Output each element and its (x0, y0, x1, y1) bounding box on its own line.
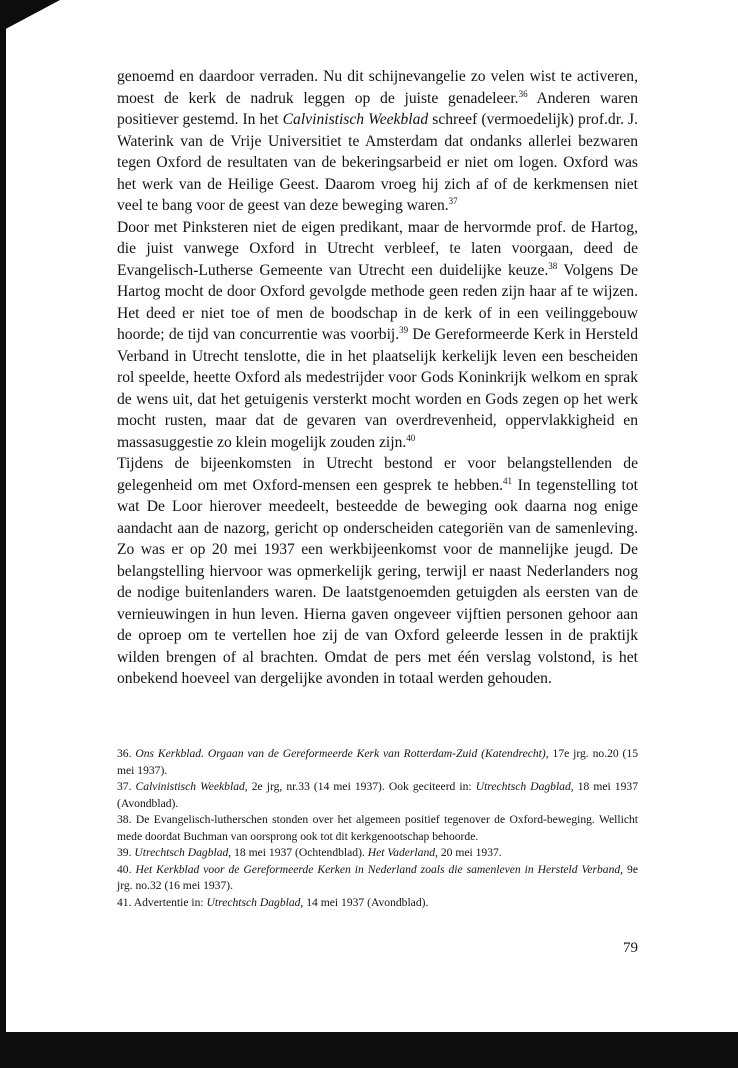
footnote-ref: 38 (548, 260, 558, 271)
text-run: Volgens De Hartog mocht de door Oxford gevolgde methode geen reden zijn haar af te wijzen. Het deed er niet toe of men de boodschap in de kerk of in een veilinggebouw hoorde; de tijd van concurrentie was voorbij. (117, 261, 638, 343)
italic-title: Het Kerkblad voor de Gereformeerde Kerken in Nederland zoals die samenleven in Hersteld Verband, (135, 862, 624, 876)
footnotes (117, 746, 638, 911)
text-run: 37. (117, 780, 136, 793)
footnote-ref: 40 (406, 432, 416, 443)
footnote (117, 862, 638, 895)
text-run: 36. (117, 747, 136, 760)
footnote (117, 746, 638, 779)
footnote (117, 779, 638, 812)
footnote (117, 812, 638, 845)
italic-title: Calvinistisch Weekblad, (135, 780, 248, 793)
text-run: 18 mei 1937 (Ochtendblad). (231, 846, 368, 859)
text-run: 38. De Evangelisch-lutherschen stonden over het algemeen positief tegenover de Oxford-beweging. Wellicht mede doordat Buchman van oorsprong ook tot dit kerkgenootschap behoorde. (117, 813, 638, 843)
italic-title: Utrechtsch Dagblad, (475, 780, 574, 793)
text-run: De Gereformeerde Kerk in Hersteld Verband in Utrecht tenslotte, die in het plaatselijk kerkelijk leven een bescheiden rol speelde, heette Oxford als medestrijder voor Gods Koninkrijk welkom en sprak de wens uit, dat het getuigenis versterkt mocht worden en Gods zegen op het werk mocht rusten, maar dat de gevaren van overdrevenheid, oppervlakkigheid en massasuggestie zo klein mogelijk zouden zijn. (117, 326, 638, 451)
scan-edge-left (0, 0, 6, 1068)
text-run: 20 mei 1937. (437, 846, 502, 859)
italic-title: Utrechtsch Dagblad, (206, 895, 304, 909)
text-run: 17e jrg. no.20 (15 mei 1937). (117, 747, 638, 777)
footnote-ref: 41 (503, 475, 513, 486)
text-run: Anderen waren positiever gestemd. In het (117, 89, 638, 128)
text-run: Door met Pinksteren niet de eigen predikant, maar de hervormde prof. de Hartog, die juist vanwege Oxford in Utrecht verbleef, te laten voorgaan, deed de Evangelisch-Lutherse Gemeente van Utrecht een duidelijke keuze. (117, 218, 638, 279)
italic-title: Utrechtsch Dagblad, (134, 846, 232, 859)
footnote (117, 895, 638, 912)
text-run: 9e jrg. no.32 (16 mei 1937). (117, 862, 639, 892)
footnote-ref: 39 (399, 324, 409, 335)
text-run: Tijdens de bijeenkomsten in Utrecht bestond er voor belangstellenden de gelegenheid om met Oxford-mensen een gesprek te hebben. (117, 455, 638, 494)
text-run: 18 mei 1937 (Avondblad). (117, 780, 638, 810)
italic-title: Calvinistisch Weekblad (282, 111, 429, 128)
body-paragraph (117, 453, 638, 690)
text-run: In tegenstelling tot wat De Loor hierover meedeelt, besteedde de beweging ook daarna nog enige aandacht aan de nazorg, gericht op onderscheiden categoriën van de samenleving. Zo was er op 20 mei 1937 een werkbijeenkomst voor de mannelijke jeugd. De belangstelling hiervoor was opmerkelijk gering, terwijl er naast Nederlanders nog de nodige buitenlanders waren. De laatstgenoemden getuigden als eersten van de vernieuwingen in hun leven. Hierna gaven ongeveer vijftien personen gehoor aan de oproep om te vertellen hoe zij de van Oxford geleerde lessen in de praktijk wilden brengen of al brachten. Omdat de pers met één verslag volstond, is het onbekend hoeveel van dergelijke avonden in totaal werden gehouden. (117, 476, 638, 687)
text-run: schreef (vermoedelijk) prof.dr. J. Waterink van de Vrije Universitiet te Amsterdam dat ondanks allerlei bezwaren tegen Oxford de resultaten van de bekeringsarbeid er niet om logen. Oxford was het werk van de Heilige Geest. Daarom vroeg hij zich af of de kerkmensen niet veel te bang voor de geest van deze beweging waren. (117, 111, 638, 214)
text-run: 2e jrg, nr.33 (14 mei 1937). Ook geciteerd in: (247, 780, 476, 793)
text-run: 41. Advertentie in: (117, 895, 207, 909)
footnote-ref: 37 (448, 195, 458, 206)
page-number: 79 (623, 940, 638, 956)
text-run: 40. (117, 862, 136, 876)
body-text (117, 66, 638, 690)
footnote-ref: 36 (518, 88, 528, 99)
text-run: genoemd en daardoor verraden. Nu dit schijnevangelie zo velen wist te activeren, moest de kerk de nadruk leggen op de juiste genadeleer. (117, 68, 638, 107)
italic-title: Het Vaderland, (367, 846, 438, 859)
text-run: 14 mei 1937 (Avondblad). (303, 895, 429, 909)
body-paragraph (117, 66, 638, 217)
scan-edge-bottom (0, 1032, 738, 1068)
body-paragraph (117, 217, 638, 454)
footnote (117, 845, 638, 862)
scan-corner-mark (0, 0, 60, 32)
italic-title: Ons Kerkblad. Orgaan van de Gereformeerde Kerk van Rotterdam-Zuid (Katendrecht), (135, 747, 549, 760)
text-run: 39. (117, 846, 135, 859)
